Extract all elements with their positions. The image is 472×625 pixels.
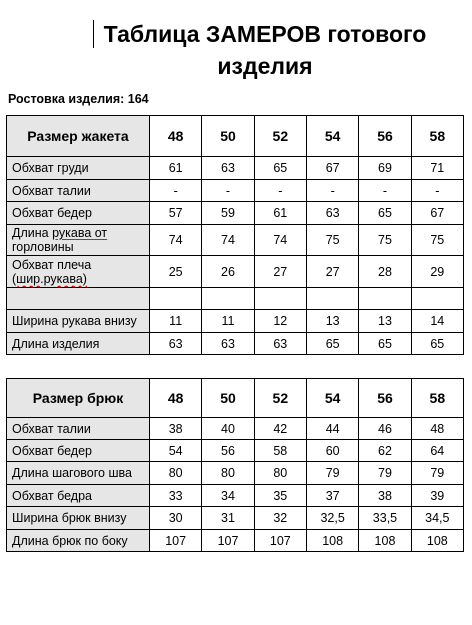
value-cell: 31	[202, 507, 254, 530]
value-cell: 107	[254, 530, 306, 552]
size-cell: 58	[411, 379, 463, 418]
table-row	[7, 485, 464, 507]
row-label-part: рукава от	[52, 226, 108, 240]
size-cell: 56	[359, 116, 411, 157]
size-cell: 48	[150, 379, 202, 418]
value-cell: 46	[359, 418, 411, 440]
value-cell: 75	[306, 225, 358, 256]
value-cell: 56	[202, 440, 254, 462]
value-cell: 65	[411, 333, 463, 355]
value-cell: 67	[306, 157, 358, 180]
value-cell	[202, 288, 254, 310]
size-cell: 52	[254, 379, 306, 418]
row-label: Ширина рукава внизу	[7, 310, 150, 333]
jacket-size-table	[6, 115, 464, 355]
value-cell: 67	[411, 202, 463, 225]
value-cell: 26	[202, 256, 254, 288]
value-cell: 12	[254, 310, 306, 333]
value-cell: 63	[202, 333, 254, 355]
value-cell: 64	[411, 440, 463, 462]
value-cell: 60	[306, 440, 358, 462]
value-cell: 75	[411, 225, 463, 256]
row-label: Обхват груди	[7, 157, 150, 180]
value-cell: 44	[306, 418, 358, 440]
size-cell: 58	[411, 116, 463, 157]
value-cell: 108	[306, 530, 358, 552]
table-row	[7, 333, 464, 355]
trousers-size-table	[6, 378, 464, 552]
value-cell: 61	[254, 202, 306, 225]
row-label: Длина шагового шва	[7, 462, 150, 485]
size-cell: 56	[359, 379, 411, 418]
value-cell: 74	[150, 225, 202, 256]
title-line-1: Таблица ЗАМЕРОВ готового	[103, 21, 427, 47]
value-cell: 39	[411, 485, 463, 507]
value-cell: 54	[150, 440, 202, 462]
value-cell: 74	[254, 225, 306, 256]
value-cell: -	[150, 180, 202, 202]
table-row	[7, 225, 464, 256]
row-label-part: горловины	[12, 240, 74, 254]
value-cell: 107	[150, 530, 202, 552]
size-cell: 50	[202, 379, 254, 418]
value-cell: 11	[202, 310, 254, 333]
value-cell: 27	[306, 256, 358, 288]
value-cell: 80	[254, 462, 306, 485]
value-cell: 63	[202, 157, 254, 180]
table-row	[7, 157, 464, 180]
value-cell: -	[411, 180, 463, 202]
trousers-header-label: Размер брюк	[7, 379, 150, 418]
row-label: Длина брюк по боку	[7, 530, 150, 552]
row-label: Обхват бедра	[7, 485, 150, 507]
size-cell: 54	[306, 379, 358, 418]
value-cell: 57	[150, 202, 202, 225]
value-cell: 65	[359, 333, 411, 355]
jacket-header-label: Размер жакета	[7, 116, 150, 157]
value-cell: -	[306, 180, 358, 202]
document-title	[60, 18, 470, 82]
value-cell: -	[359, 180, 411, 202]
value-cell: 37	[306, 485, 358, 507]
value-cell: 58	[254, 440, 306, 462]
value-cell: 79	[306, 462, 358, 485]
value-cell: 11	[150, 310, 202, 333]
row-label: Длина изделия	[7, 333, 150, 355]
jacket-header-row	[7, 116, 464, 157]
value-cell	[254, 288, 306, 310]
value-cell: 69	[359, 157, 411, 180]
value-cell: 34,5	[411, 507, 463, 530]
height-label: Ростовка изделия: 164	[8, 92, 149, 106]
table-row	[7, 418, 464, 440]
value-cell: -	[254, 180, 306, 202]
value-cell: 29	[411, 256, 463, 288]
value-cell: 108	[411, 530, 463, 552]
title-line-2: изделия	[217, 53, 313, 79]
value-cell: 35	[254, 485, 306, 507]
value-cell: 28	[359, 256, 411, 288]
value-cell: 48	[411, 418, 463, 440]
value-cell: 27	[254, 256, 306, 288]
value-cell: 65	[306, 333, 358, 355]
table-row	[7, 202, 464, 225]
value-cell: 107	[202, 530, 254, 552]
value-cell: 80	[150, 462, 202, 485]
table-row	[7, 310, 464, 333]
value-cell: 38	[359, 485, 411, 507]
value-cell: 40	[202, 418, 254, 440]
value-cell: 33	[150, 485, 202, 507]
value-cell: 63	[254, 333, 306, 355]
value-cell	[359, 288, 411, 310]
value-cell: 65	[254, 157, 306, 180]
size-cell: 50	[202, 116, 254, 157]
trousers-header-row	[7, 379, 464, 418]
value-cell: -	[202, 180, 254, 202]
value-cell: 80	[202, 462, 254, 485]
row-label-part: Длина	[12, 226, 53, 240]
value-cell: 32	[254, 507, 306, 530]
row-label: Обхват бедер	[7, 202, 150, 225]
value-cell: 42	[254, 418, 306, 440]
value-cell: 34	[202, 485, 254, 507]
table-row	[7, 462, 464, 485]
table-row	[7, 256, 464, 288]
row-label: Обхват бедер	[7, 440, 150, 462]
value-cell	[150, 288, 202, 310]
table-row	[7, 440, 464, 462]
value-cell: 79	[359, 462, 411, 485]
table-row-empty	[7, 288, 464, 310]
table-row	[7, 530, 464, 552]
value-cell: 61	[150, 157, 202, 180]
row-label: Ширина брюк внизу	[7, 507, 150, 530]
row-label-part: (шир.рукава)	[12, 271, 87, 286]
table-row	[7, 507, 464, 530]
value-cell	[411, 288, 463, 310]
row-label	[7, 288, 150, 310]
value-cell: 108	[359, 530, 411, 552]
row-label	[7, 256, 150, 288]
value-cell: 25	[150, 256, 202, 288]
size-cell: 54	[306, 116, 358, 157]
value-cell: 59	[202, 202, 254, 225]
value-cell: 75	[359, 225, 411, 256]
value-cell: 13	[359, 310, 411, 333]
row-label: Обхват талии	[7, 418, 150, 440]
value-cell: 71	[411, 157, 463, 180]
value-cell	[306, 288, 358, 310]
value-cell: 33,5	[359, 507, 411, 530]
value-cell: 63	[150, 333, 202, 355]
value-cell: 65	[359, 202, 411, 225]
value-cell: 30	[150, 507, 202, 530]
value-cell: 79	[411, 462, 463, 485]
value-cell: 13	[306, 310, 358, 333]
value-cell: 14	[411, 310, 463, 333]
table-row	[7, 180, 464, 202]
value-cell: 74	[202, 225, 254, 256]
row-label: Обхват талии	[7, 180, 150, 202]
row-label	[7, 225, 150, 256]
row-label-part: Обхват плеча	[12, 257, 92, 272]
value-cell: 63	[306, 202, 358, 225]
value-cell: 32,5	[306, 507, 358, 530]
value-cell: 62	[359, 440, 411, 462]
value-cell: 38	[150, 418, 202, 440]
size-cell: 48	[150, 116, 202, 157]
size-cell: 52	[254, 116, 306, 157]
